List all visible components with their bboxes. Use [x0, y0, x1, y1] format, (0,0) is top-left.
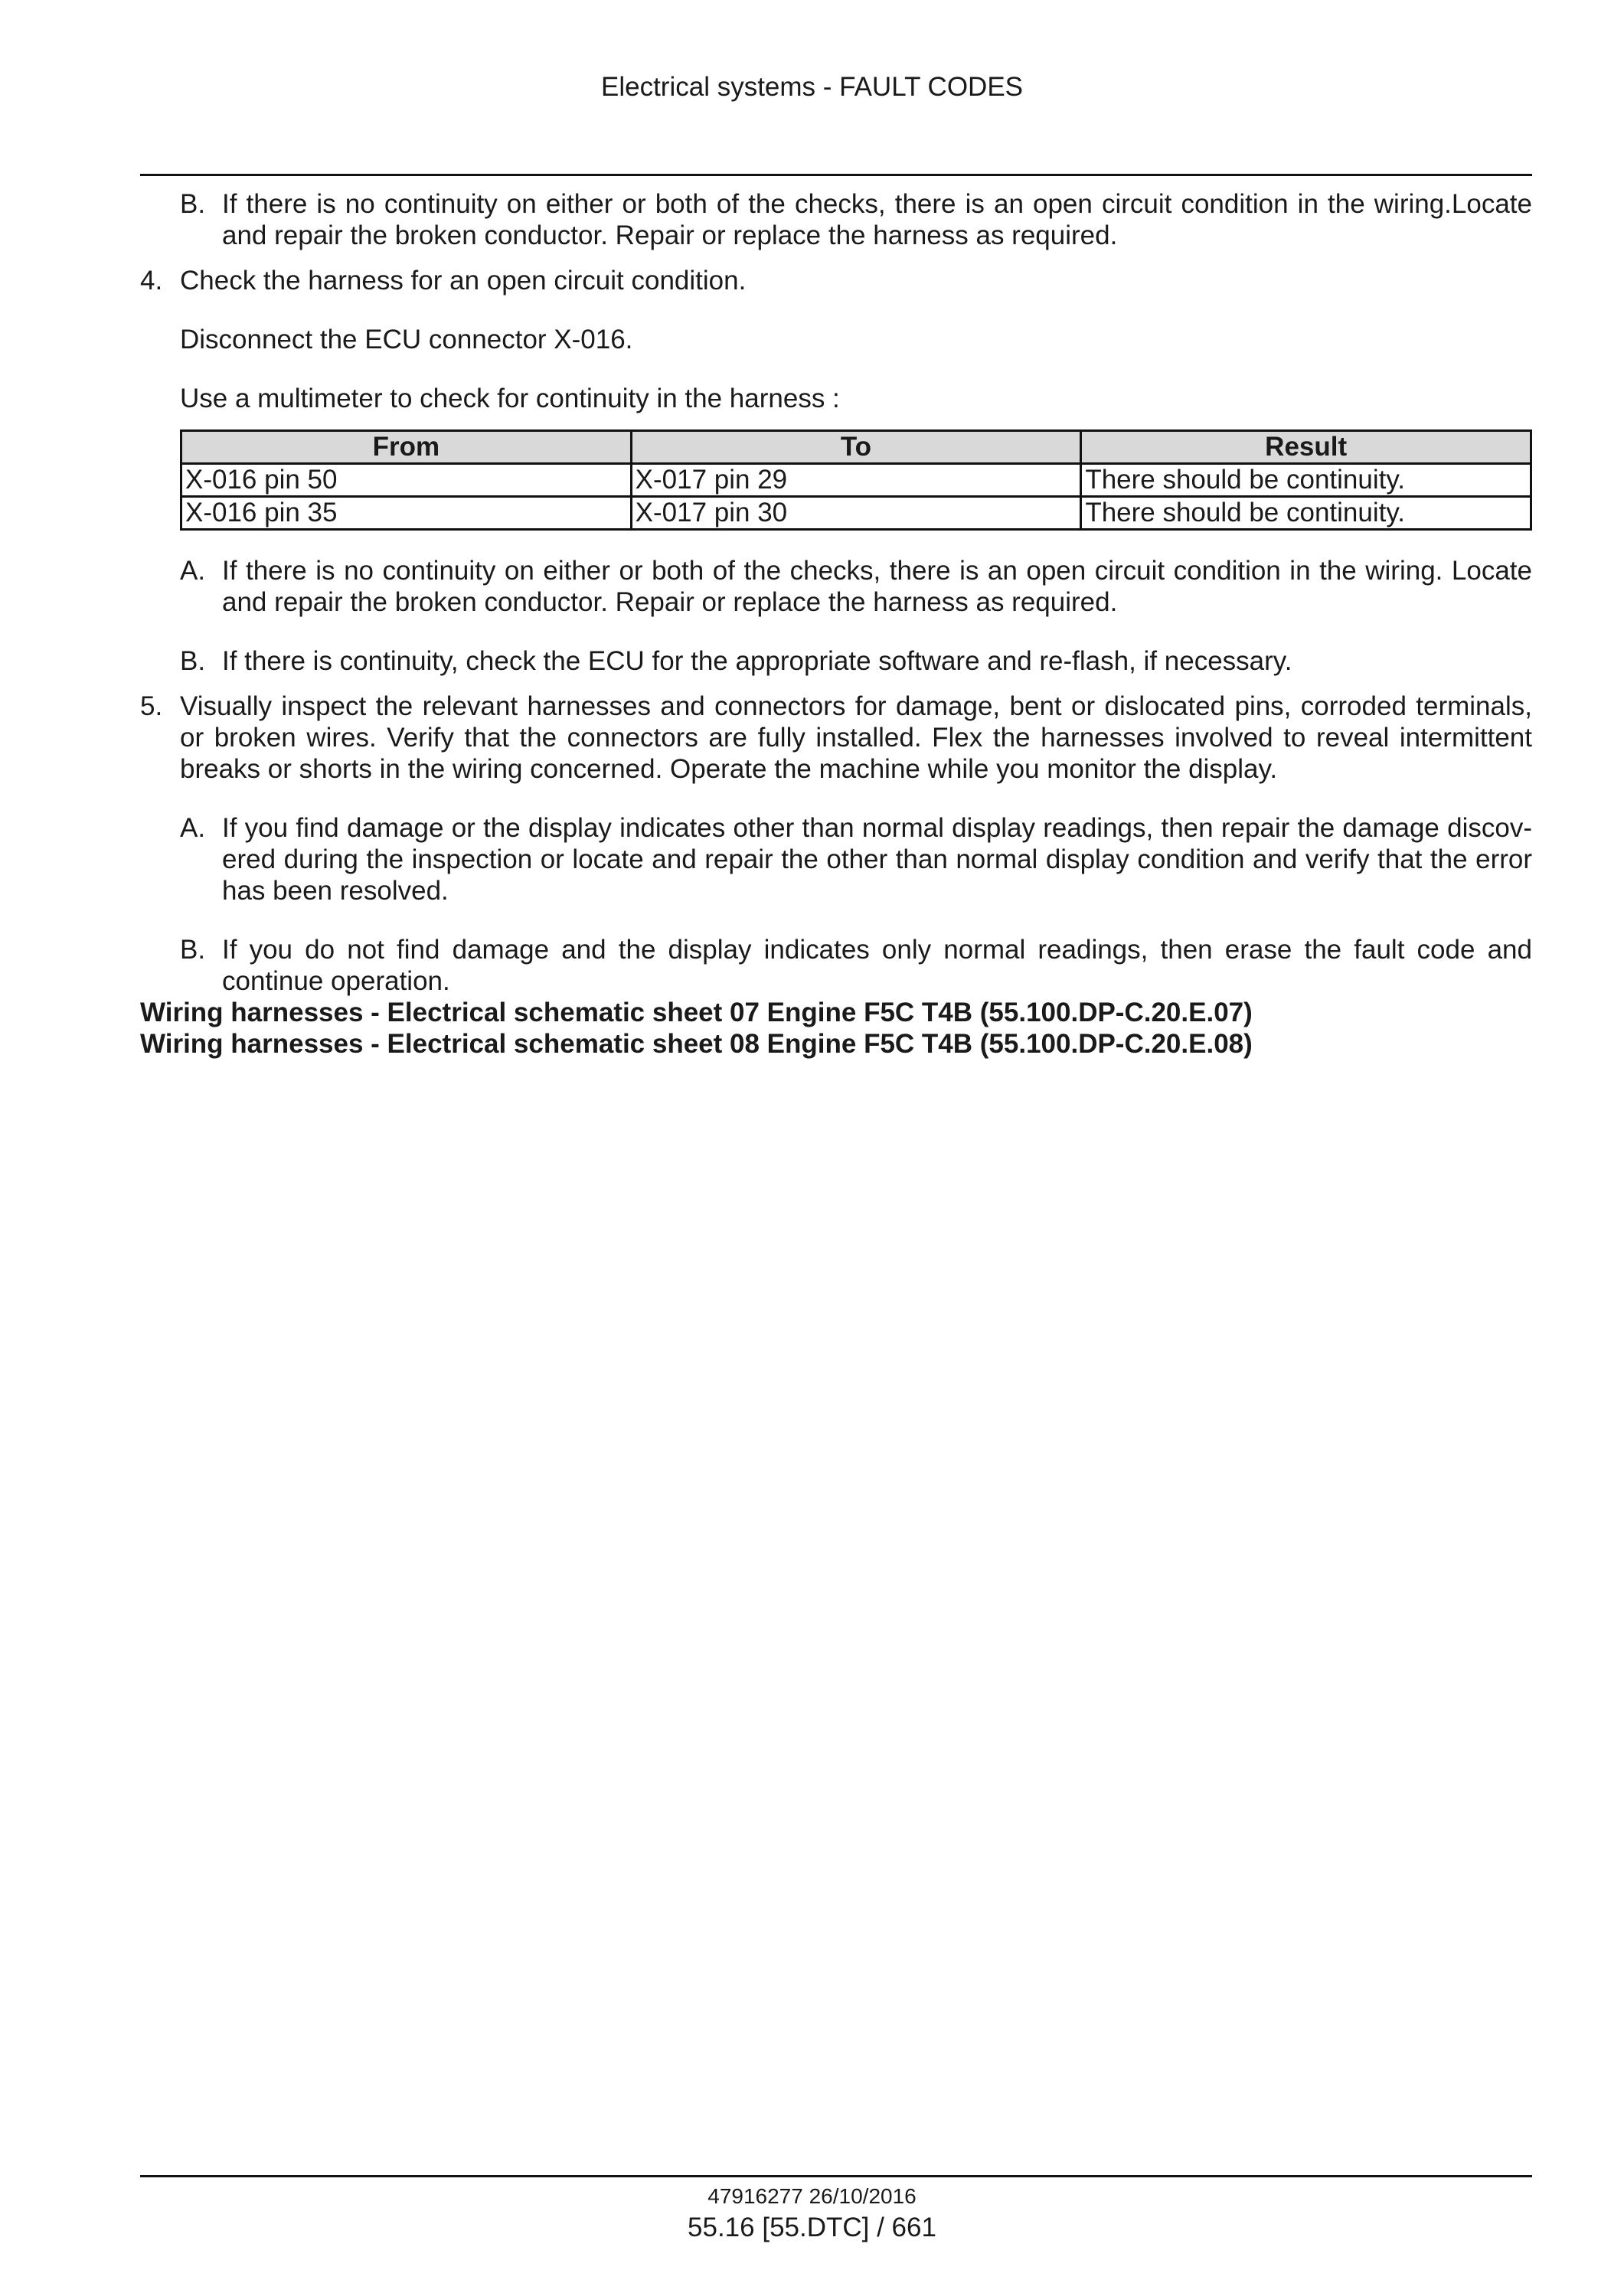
page-header: Electrical systems - FAULT CODES	[600, 72, 1024, 102]
step-text: Check the harness for an open circuit condition.	[180, 266, 747, 296]
substep-letter: B.	[180, 935, 206, 965]
table-cell: X-017 pin 29	[631, 464, 1081, 497]
substep-letter: A.	[180, 556, 206, 586]
substep-letter: B.	[180, 646, 206, 676]
table-header-row	[181, 431, 1531, 464]
step-4-paragraph-1: Disconnect the ECU connector X-016.	[180, 325, 633, 354]
step-4	[140, 265, 1532, 296]
substep-text: If you do not find damage and the display indicates only normal readings, then erase the fault code and continue operation.	[222, 935, 1532, 996]
reference-link[interactable]: Wiring harnesses - Electrical schematic sheet 08 Engine F5C T4B (55.100.DP-C.20.E.08)	[140, 1029, 1253, 1059]
step-4-paragraph-2: Use a multimeter to check for continuity in the harness :	[180, 384, 840, 413]
substep-4a	[180, 555, 1532, 618]
footer-rule	[140, 2175, 1532, 2177]
substep-b-previous	[180, 188, 1532, 251]
document-body	[140, 188, 1532, 1060]
table-row	[181, 497, 1531, 530]
reference-link[interactable]: Wiring harnesses - Electrical schematic sheet 07 Engine F5C T4B (55.100.DP-C.20.E.07)	[140, 998, 1253, 1027]
substep-text: If there is no continuity on either or both of the checks, there is an open circuit condition in the wiring. Locate and repair the broken conductor. Repair or replace the harness as required.	[222, 556, 1532, 617]
continuity-table	[180, 429, 1532, 531]
substep-5a	[180, 812, 1532, 906]
document-id: 47916277 26/10/2016	[707, 2184, 917, 2208]
step-5	[140, 691, 1532, 785]
substep-text: If you find damage or the display indicates other than normal display readings, then repair the damage discov-ered during the inspection or locate and repair the other than normal display condition and verify that the error has been resolved.	[222, 813, 1532, 906]
table-cell: There should be continuity.	[1081, 497, 1531, 530]
table-row	[181, 464, 1531, 497]
column-header: To	[631, 431, 1081, 464]
substep-letter: B.	[180, 189, 206, 219]
substep-text: If there is no continuity on either or both of the checks, there is an open circuit condition in the wiring.Locate and repair the broken conductor. Repair or replace the harness as required.	[222, 189, 1532, 250]
page-number: 55.16 [55.DTC] / 661	[688, 2213, 936, 2242]
column-header: From	[181, 431, 632, 464]
substep-4b	[180, 645, 1532, 677]
header-rule	[140, 174, 1532, 176]
table-cell: X-016 pin 35	[181, 497, 632, 530]
table-cell: X-017 pin 30	[631, 497, 1081, 530]
substep-letter: A.	[180, 813, 206, 843]
step-number: 5.	[140, 691, 163, 721]
table-cell: X-016 pin 50	[181, 464, 632, 497]
step-text: Visually inspect the relevant harnesses and connectors for damage, bent or dislocated pins, corroded terminals, or broken wires. Verify that the connectors are fully installed. Flex the harnesses involved to reveal intermittent breaks or shorts in the wiring concerned. Operate the machine while you monitor the display.	[180, 691, 1532, 784]
substep-5b	[180, 934, 1532, 997]
substep-text: If there is continuity, check the ECU for the appropriate software and re-flash, if necessary.	[222, 646, 1292, 676]
column-header: Result	[1081, 431, 1531, 464]
table-cell: There should be continuity.	[1081, 464, 1531, 497]
step-number: 4.	[140, 266, 163, 296]
